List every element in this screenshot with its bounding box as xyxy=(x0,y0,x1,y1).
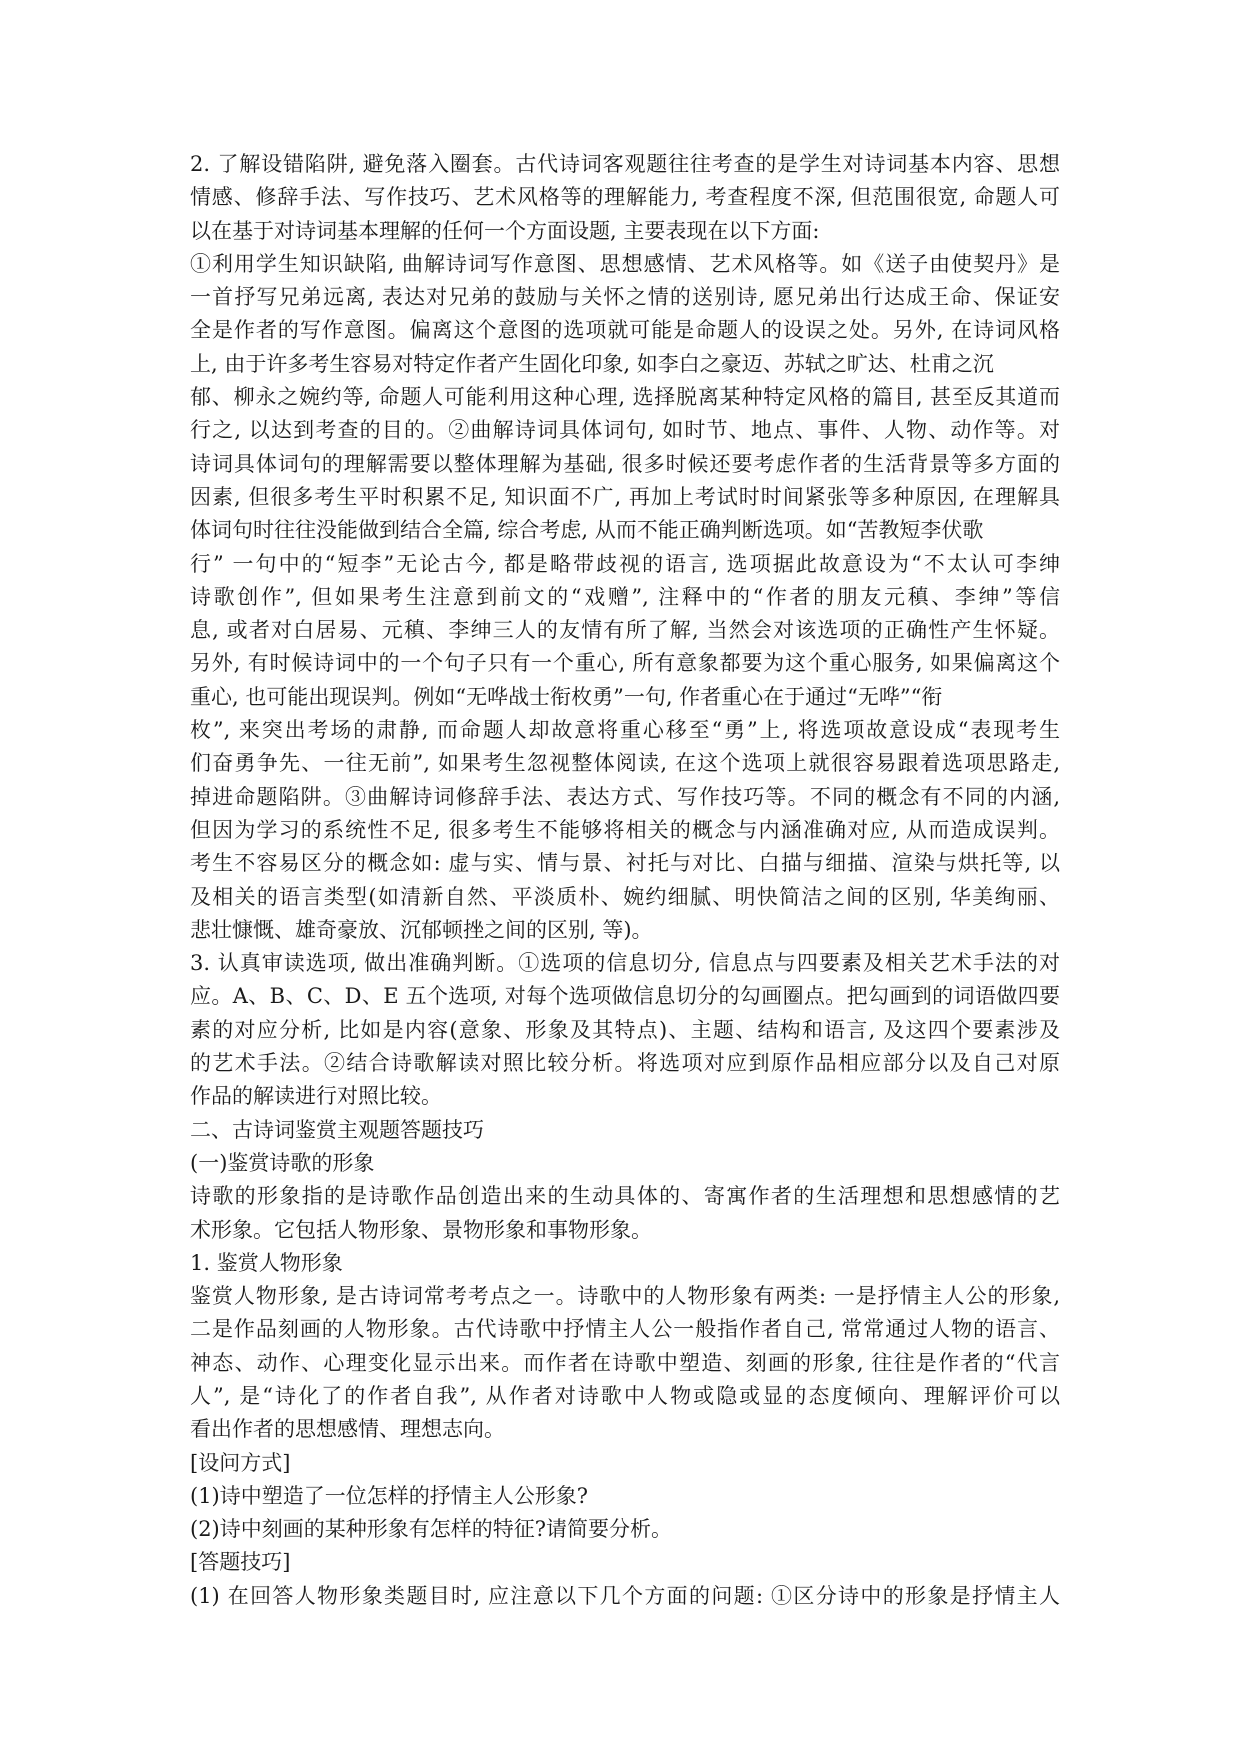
text-line: 枚”, 来突出考场的肃静, 而命题人却故意将重心移至“勇”上, 将选项故意设成“表现考生 xyxy=(190,718,1060,743)
text-line: 二是作品刻画的人物形象。古代诗歌中抒情主人公一般指作者自己, 常常通过人物的语言、 xyxy=(190,1317,1060,1342)
text-line: 体词句时往往没能做到结合全篇, 综合考虑, 从而不能正确判断选项。如“苦教短李伏歌 xyxy=(190,518,984,543)
text-line: 考生不容易区分的概念如: 虚与实、情与景、衬托与对比、白描与细描、渲染与烘托等, 以 xyxy=(190,851,1060,876)
text-line: 息, 或者对白居易、元稹、李绅三人的友情有所了解, 当然会对该选项的正确性产生怀疑。 xyxy=(190,618,1060,643)
text-line: (2)诗中刻画的某种形象有怎样的特征?请简要分析。 xyxy=(190,1517,673,1542)
text-line: (一)鉴赏诗歌的形象 xyxy=(190,1150,375,1175)
text-line: 但因为学习的系统性不足, 很多考生不能够将相关的概念与内涵准确对应, 从而造成误判。 xyxy=(190,817,1060,842)
text-line: ①利用学生知识缺陷, 曲解诗词写作意图、思想感情、艺术风格等。如《送子由使契丹》是 xyxy=(190,251,1060,276)
text-line: 一首抒写兄弟远离, 表达对兄弟的鼓励与关怀之情的送别诗, 愿兄弟出行达成王命、保证安 xyxy=(190,285,1060,310)
text-line: 全是作者的写作意图。偏离这个意图的选项就可能是命题人的设误之处。另外, 在诗词风格 xyxy=(190,318,1060,343)
text-line: 上, 由于许多考生容易对特定作者产生固化印象, 如李白之豪迈、苏轼之旷达、杜甫之沉 xyxy=(190,351,994,376)
document-body xyxy=(190,148,1060,1613)
text-line: 看出作者的思想感情、理想志向。 xyxy=(190,1417,505,1442)
text-line: 诗歌的形象指的是诗歌作品创造出来的生动具体的、寄寓作者的生活理想和思想感情的艺 xyxy=(190,1184,1060,1209)
text-line: (1)诗中塑造了一位怎样的抒情主人公形象? xyxy=(190,1483,589,1508)
text-line: 诗词具体词句的理解需要以整体理解为基础, 很多时候还要考虑作者的生活背景等多方面的 xyxy=(190,451,1060,476)
text-line: 诗歌创作”, 但如果考生注意到前文的“戏赠”, 注释中的“作者的朋友元稹、李绅”等信 xyxy=(190,584,1060,609)
text-line: 素的对应分析, 比如是内容(意象、形象及其特点)、主题、结构和语言, 及这四个要素涉及 xyxy=(190,1017,1060,1042)
text-line: 行之, 以达到考查的目的。②曲解诗词具体词句, 如时节、地点、事件、人物、动作等。对 xyxy=(190,418,1060,443)
text-line: 因素, 但很多考生平时积累不足, 知识面不广, 再加上考试时时间紧张等多种原因, 在理解具 xyxy=(190,484,1060,509)
text-line: [答题技巧] xyxy=(190,1550,291,1575)
text-line: [设问方式] xyxy=(190,1450,291,1475)
text-line: 应。A、B、C、D、E 五个选项, 对每个选项做信息切分的勾画圈点。把勾画到的词语做四要 xyxy=(190,984,1060,1009)
text-line: 行” 一句中的“短李”无论古今, 都是略带歧视的语言, 选项据此故意设为“不太认可李绅 xyxy=(190,551,1060,576)
text-line: (1) 在回答人物形象类题目时, 应注意以下几个方面的问题: ①区分诗中的形象是抒情主人 xyxy=(190,1583,1060,1608)
text-line: 的艺术手法。②结合诗歌解读对照比较分析。将选项对应到原作品相应部分以及自己对原 xyxy=(190,1051,1060,1076)
text-line: 掉进命题陷阱。③曲解诗词修辞手法、表达方式、写作技巧等。不同的概念有不同的内涵, xyxy=(190,784,1060,809)
text-line: 另外, 有时候诗词中的一个句子只有一个重心, 所有意象都要为这个重心服务, 如果偏离这个 xyxy=(190,651,1060,676)
text-line: 们奋勇争先、一往无前”, 如果考生忽视整体阅读, 在这个选项上就很容易跟着选项思路走, xyxy=(190,751,1060,776)
text-line: 人”, 是“诗化了的作者自我”, 从作者对诗歌中人物或隐或显的态度倾向、理解评价可以 xyxy=(190,1383,1060,1408)
text-line: 术形象。它包括人物形象、景物形象和事物形象。 xyxy=(190,1217,652,1242)
text-line: 3. 认真审读选项, 做出准确判断。①选项的信息切分, 信息点与四要素及相关艺术手法的对 xyxy=(190,951,1060,976)
text-line: 情感、修辞手法、写作技巧、艺术风格等的理解能力, 考查程度不深, 但范围很宽, 命题人可 xyxy=(190,185,1060,210)
text-line: 以在基于对诗词基本理解的任何一个方面设题, 主要表现在以下方面: xyxy=(190,218,820,243)
text-line: 悲壮慷慨、雄奇豪放、沉郁顿挫之间的区别, 等)。 xyxy=(190,917,653,942)
text-line: 神态、动作、心理变化显示出来。而作者在诗歌中塑造、刻画的形象, 往往是作者的“代言 xyxy=(190,1350,1060,1375)
text-line: 2. 了解设错陷阱, 避免落入圈套。古代诗词客观题往往考查的是学生对诗词基本内容、思想 xyxy=(190,152,1060,176)
text-line: 鉴赏人物形象, 是古诗词常考考点之一。诗歌中的人物形象有两类: 一是抒情主人公的形象, xyxy=(190,1284,1060,1309)
text-line: 二、古诗词鉴赏主观题答题技巧 xyxy=(190,1117,484,1142)
text-line: 郁、柳永之婉约等, 命题人可能利用这种心理, 选择脱离某种特定风格的篇目, 甚至反其道而 xyxy=(190,385,1060,410)
text-line: 作品的解读进行对照比较。 xyxy=(190,1084,442,1109)
text-line: 重心, 也可能出现误判。例如“无哗战士衔枚勇”一句, 作者重心在于通过“无哗”“衔 xyxy=(190,684,943,709)
text-line: 1. 鉴赏人物形象 xyxy=(190,1250,343,1275)
text-line: 及相关的语言类型(如清新自然、平淡质朴、婉约细腻、明快简洁之间的区别, 华美绚丽、 xyxy=(190,884,1060,909)
